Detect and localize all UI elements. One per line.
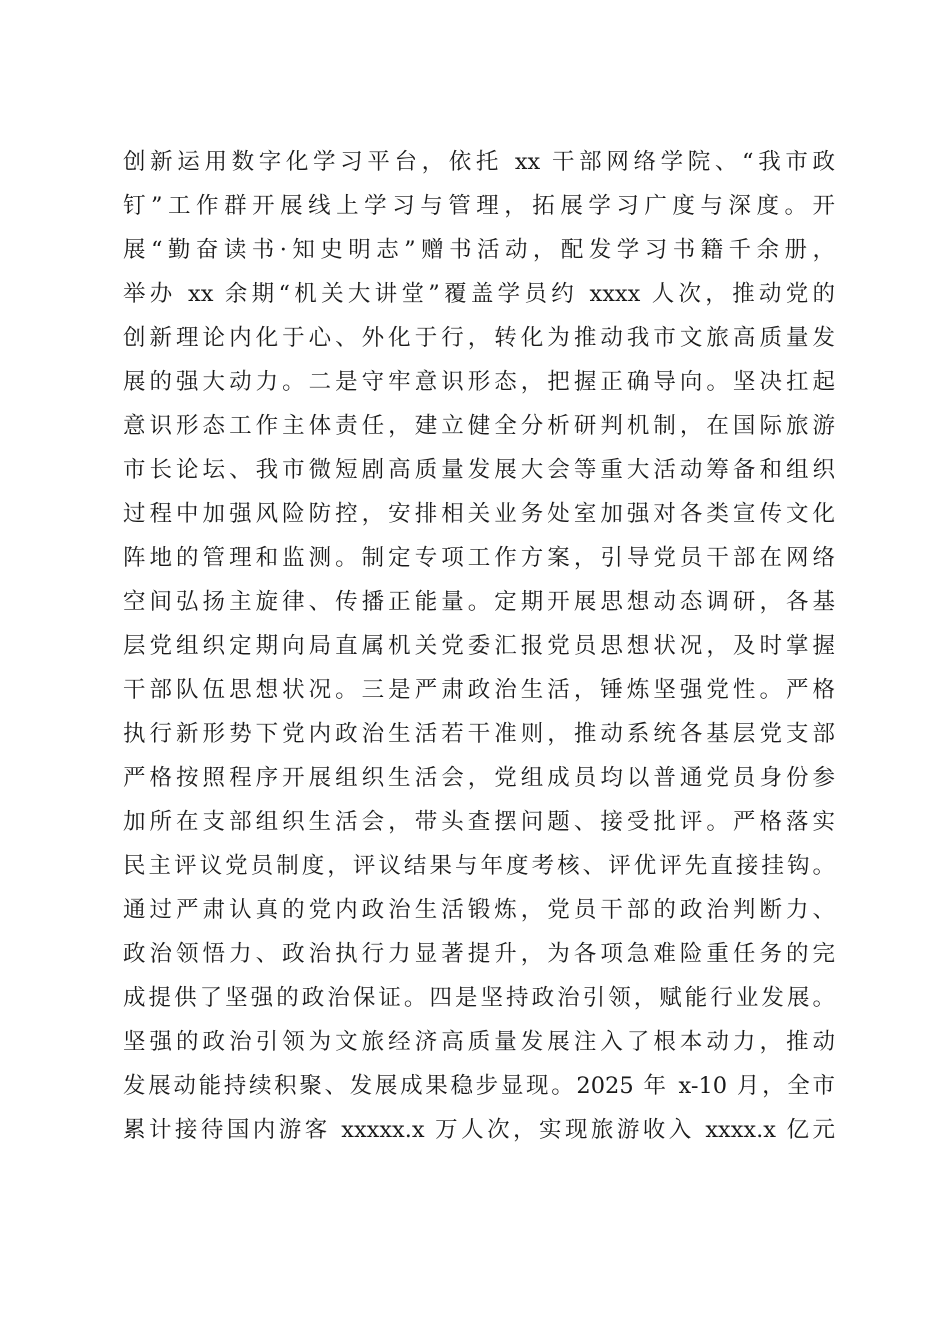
text-line-5: 创新理论内化于心、外化于行，转化为推动我市文旅高质量发 <box>123 325 835 351</box>
text-line-21: 坚强的政治引领为文旅经济高质量发展注入了根本动力，推动 <box>123 1029 835 1055</box>
text-line-14: 执行新形势下党内政治生活若干准则，推动系统各基层党支部 <box>123 721 835 747</box>
text-line-23: 累计接待国内游客 xxxxx.x 万人次，实现旅游收入 xxxx.x 亿元 <box>123 1117 835 1143</box>
text-line-6: 展的强大动力。二是守牢意识形态，把握正确导向。坚决扛起 <box>123 369 835 395</box>
text-line-10: 阵地的管理和监测。制定专项工作方案，引导党员干部在网络 <box>123 545 835 571</box>
text-line-19: 政治领悟力、政治执行力显著提升，为各项急难险重任务的完 <box>123 941 835 967</box>
text-line-12: 层党组织定期向局直属机关党委汇报党员思想状况，及时掌握 <box>123 633 835 659</box>
text-line-17: 民主评议党员制度，评议结果与年度考核、评优评先直接挂钩。 <box>123 853 835 879</box>
text-line-16: 加所在支部组织生活会，带头查摆问题、接受批评。严格落实 <box>123 809 835 835</box>
text-line-4: 举办 xx 余期“机关大讲堂”覆盖学员约 xxxx 人次，推动党的 <box>123 281 835 307</box>
text-line-13: 干部队伍思想状况。三是严肃政治生活，锤炼坚强党性。严格 <box>123 677 835 703</box>
text-line-11: 空间弘扬主旋律、传播正能量。定期开展思想动态调研，各基 <box>123 589 835 615</box>
text-line-9: 过程中加强风险防控，安排相关业务处室加强对各类宣传文化 <box>123 501 835 527</box>
text-line-1: 创新运用数字化学习平台，依托 xx 干部网络学院、“我市政 <box>123 149 835 175</box>
body-paragraph <box>123 140 835 1152</box>
text-line-3: 展“勤奋读书·知史明志”赠书活动，配发学习书籍千余册， <box>123 237 835 263</box>
text-line-22: 发展动能持续积聚、发展成果稳步显现。2025 年 x-10 月，全市 <box>123 1073 835 1099</box>
text-line-20: 成提供了坚强的政治保证。四是坚持政治引领，赋能行业发展。 <box>123 985 835 1011</box>
text-line-15: 严格按照程序开展组织生活会，党组成员均以普通党员身份参 <box>123 765 835 791</box>
text-line-7: 意识形态工作主体责任，建立健全分析研判机制，在国际旅游 <box>123 413 835 439</box>
text-line-2: 钉”工作群开展线上学习与管理，拓展学习广度与深度。开 <box>123 193 835 219</box>
text-line-18: 通过严肃认真的党内政治生活锻炼，党员干部的政治判断力、 <box>123 897 835 923</box>
text-line-8: 市长论坛、我市微短剧高质量发展大会等重大活动筹备和组织 <box>123 457 835 483</box>
